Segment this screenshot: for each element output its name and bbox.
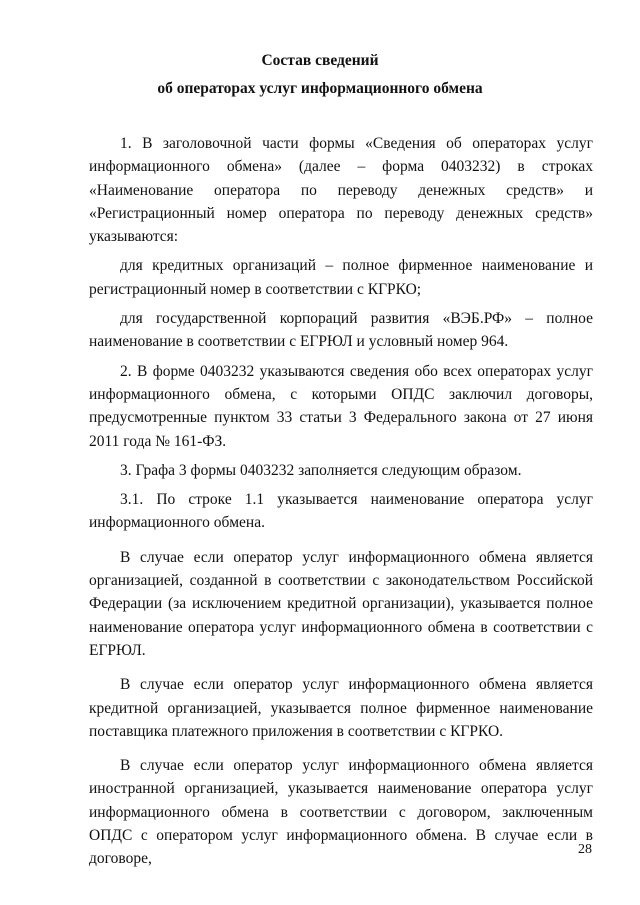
page-title: Состав сведений [261, 52, 379, 69]
paragraph-3: для государственной корпораций развития «ВЭБ.РФ» – полное наименование в соответствии с ЕГРЮЛ и условный номер 964. [89, 310, 593, 351]
page-subtitle: об операторах услуг информационного обмена [157, 80, 483, 97]
paragraph-4: 2. В форме 0403232 указываются сведения обо всех операторах услуг информационного обмена, с которыми ОПДС заключил договоры, предусмотренные пунктом 33 статьи 3 Федерального закона от 27 июня 2011 года № 161-ФЗ. [89, 362, 593, 450]
page-number: 28 [578, 842, 592, 857]
paragraph-2: для кредитных организаций – полное фирменное наименование и регистрационный номер в соответствии с КГРКО; [89, 257, 593, 298]
paragraph-9: В случае если оператор услуг информационного обмена является иностранной организацией, указывается наименование оператора услуг информационного обмена в соответствии с договором, заключенным ОПДС с оператором услуг информационного обмена. В случае если в договоре, [89, 757, 593, 868]
paragraph-5: 3. Графа 3 формы 0403232 заполняется следующим образом. [120, 461, 522, 479]
paragraph-6: 3.1. По строке 1.1 указывается наименование оператора услуг информационного обмена. [89, 491, 593, 532]
paragraph-1: 1. В заголовочной части формы «Сведения об операторах услуг информационного обмена» (далее – форма 0403232) в строках «Наименование оператора по переводу денежных средств» и «Регистрационный номер оператора по переводу денежных средств» указываются: [89, 135, 593, 246]
paragraph-7: В случае если оператор услуг информационного обмена является организацией, созданной в соответствии с законодательством Российской Федерации (за исключением кредитной организации), указывается полное наименование оператора услуг информационного обмена в соответствии с ЕГРЮЛ. [89, 548, 593, 659]
paragraph-8: В случае если оператор услуг информационного обмена является кредитной организацией, указывается полное фирменное наименование поставщика платежного приложения в соответствии с КГРКО. [89, 676, 593, 740]
document-body [89, 132, 593, 871]
